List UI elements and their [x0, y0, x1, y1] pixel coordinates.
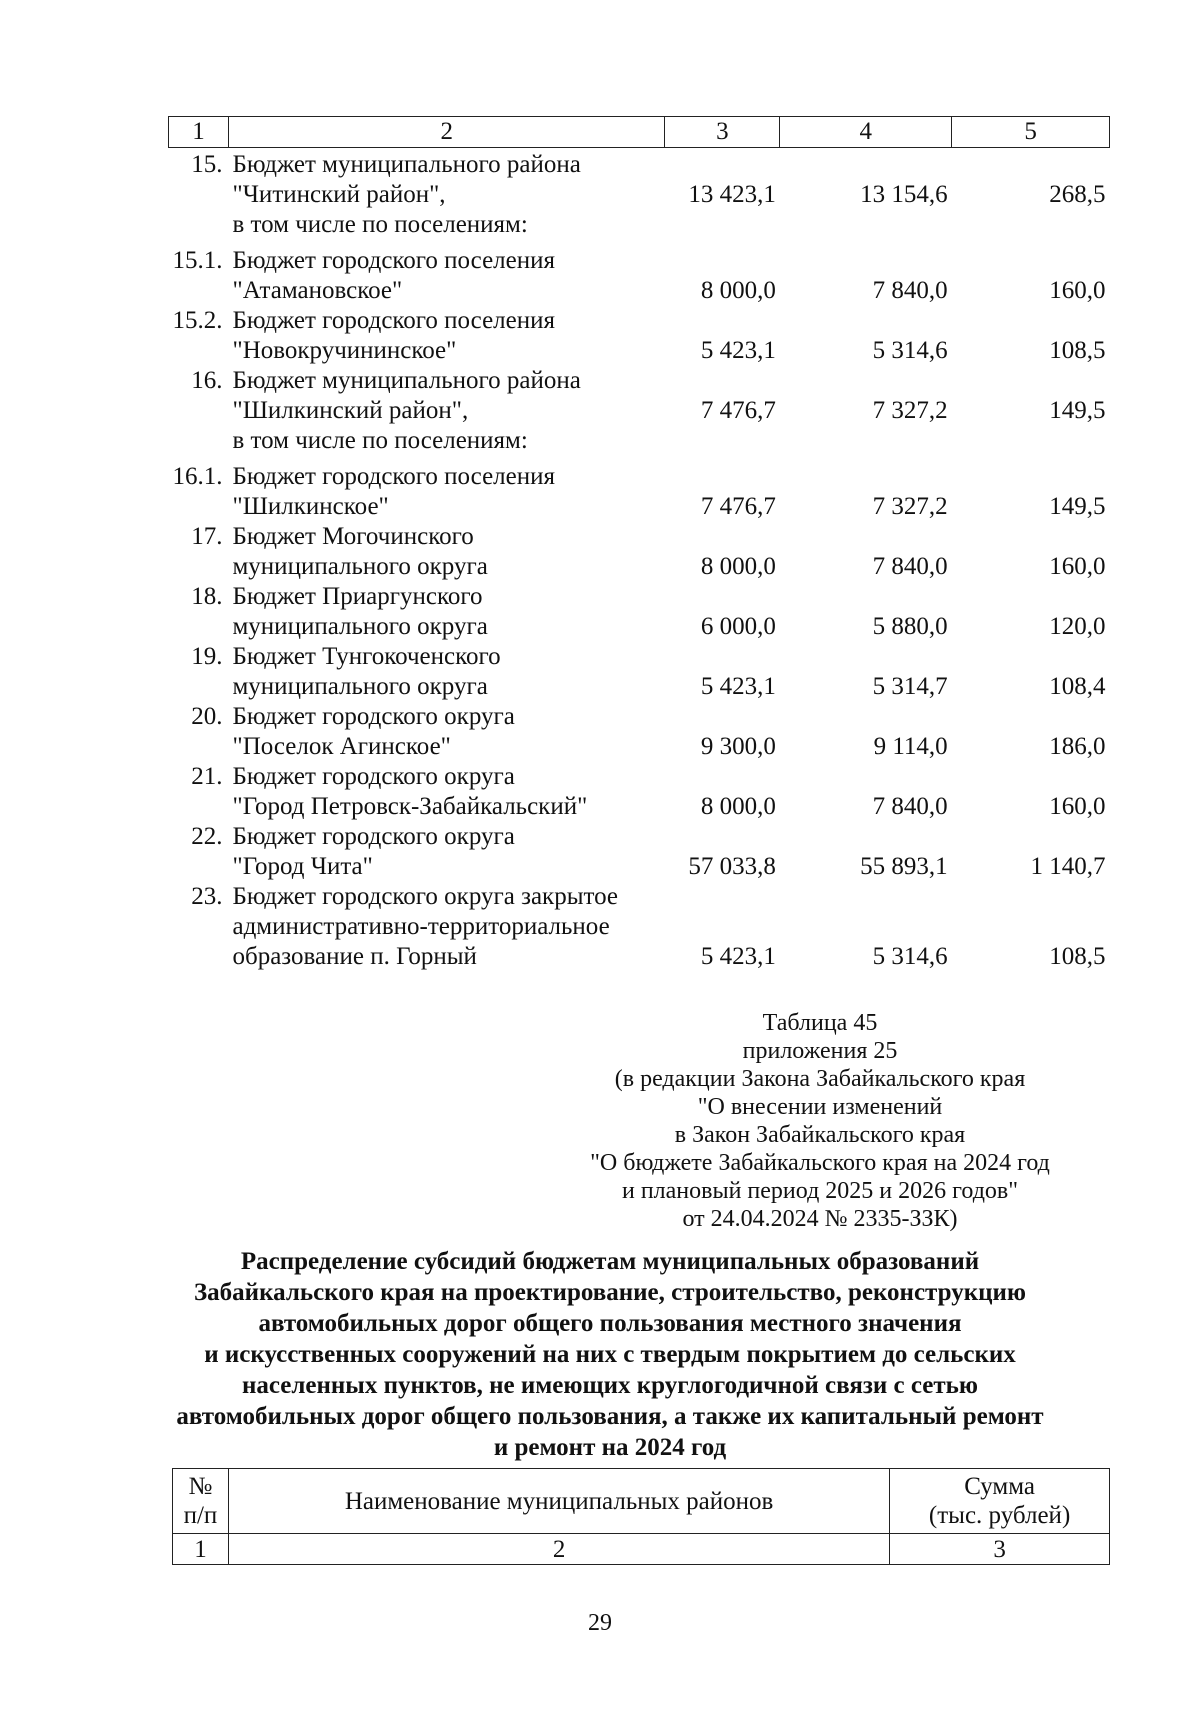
row-number: 15.1.: [172, 247, 223, 274]
cell-value: 149,5: [1049, 493, 1106, 520]
cell-value: 5 423,1: [700, 673, 776, 700]
cell-value: 160,0: [1049, 277, 1106, 304]
cell-value: 149,5: [1049, 397, 1106, 424]
row-name: Бюджет городского поселения "Новокручининское": [232, 307, 555, 364]
row-number: 16.: [191, 367, 223, 394]
subsidy-distribution-table: [172, 1468, 1110, 1565]
header-name: Наименование муниципальных районов: [228, 1469, 889, 1534]
row-name: Бюджет городского округа закрытое административно-территориальное образование п. Горный: [232, 883, 618, 970]
cell-value: 8 000,0: [700, 553, 776, 580]
table-row: [169, 456, 1110, 522]
table-row: [169, 882, 1110, 972]
cell-value: 13 423,1: [688, 181, 776, 208]
cell-value: 7 476,7: [700, 397, 776, 424]
cell-value: 7 840,0: [872, 793, 948, 820]
cell-value: 108,4: [1049, 673, 1106, 700]
row-number: 15.: [191, 151, 223, 178]
section-title: Распределение субсидий бюджетам муниципальных образований Забайкальского края на проектирование, строительство, реконструкцию автомобильных дорог общего пользования местного значения и искусственных сооружений на них с твердым покрытием до сельских населенных пунктов, не имеющих круглогодичной связи с сетью автомобильных дорог общего пользования, а также их капитальный ремонт и ремонт на 2024 год: [176, 1248, 1044, 1461]
cell-value: 7 327,2: [872, 493, 948, 520]
row-number: 23.: [191, 883, 223, 910]
row-name: Бюджет Могочинского муниципального округа: [232, 523, 488, 580]
table-row: [169, 642, 1110, 702]
cell-value: 57 033,8: [688, 853, 776, 880]
row-name: Бюджет городского округа "Город Чита": [232, 823, 515, 880]
cell-value: 108,5: [1049, 943, 1106, 970]
cell-value: 6 000,0: [700, 613, 776, 640]
row-number: 18.: [191, 583, 223, 610]
column-number-row: [173, 1534, 1110, 1565]
cell-value: 5 423,1: [700, 943, 776, 970]
cell-value: 5 314,6: [872, 337, 948, 364]
cell-value: 7 840,0: [872, 277, 948, 304]
row-name: Бюджет городского округа "Поселок Агинское": [232, 703, 515, 760]
row-name: Бюджет Приаргунского муниципального округа: [232, 583, 488, 640]
column-number: 1: [173, 1534, 229, 1565]
table-row: [169, 702, 1110, 762]
cell-value: 13 154,6: [860, 181, 948, 208]
table-row: [169, 240, 1110, 306]
row-name: Бюджет городского поселения "Атамановское": [232, 247, 555, 304]
cell-value: 7 327,2: [872, 397, 948, 424]
cell-value: 186,0: [1049, 733, 1106, 760]
table-caption: Таблица 45 приложения 25 (в редакции Закона Забайкальского края "О внесении изменений в Закон Забайкальского края "О бюджете Забайкальского края на 2024 год и плановый период 2025 и 2026 годов" от 24.04.2024 № 2335-ЗЗК): [590, 1010, 1050, 1232]
row-number: 21.: [191, 763, 223, 790]
row-number: 20.: [191, 703, 223, 730]
cell-value: 7 840,0: [872, 553, 948, 580]
table-row: [169, 582, 1110, 642]
cell-value: 120,0: [1049, 613, 1106, 640]
cell-value: 160,0: [1049, 553, 1106, 580]
subsidy-table-continuation: [168, 116, 1110, 972]
row-name: Бюджет городского поселения "Шилкинское": [232, 463, 555, 520]
column-number: 1: [169, 117, 229, 148]
table-row: [169, 822, 1110, 882]
row-number: 15.2.: [172, 307, 223, 334]
page-number: 29: [588, 1610, 612, 1636]
column-number: 5: [952, 117, 1110, 148]
cell-value: 8 000,0: [700, 793, 776, 820]
column-number: 3: [890, 1534, 1110, 1565]
table-row: [169, 366, 1110, 456]
row-name: Бюджет муниципального района "Шилкинский район", в том числе по поселениям:: [232, 367, 581, 454]
row-name: Бюджет Тунгокоченского муниципального округа: [232, 643, 501, 700]
cell-value: 5 423,1: [700, 337, 776, 364]
cell-value: 108,5: [1049, 337, 1106, 364]
table-row: [169, 522, 1110, 582]
table-row: [169, 762, 1110, 822]
cell-value: 5 314,7: [872, 673, 948, 700]
cell-value: 8 000,0: [700, 277, 776, 304]
cell-value: 268,5: [1049, 181, 1106, 208]
column-number-row: [169, 117, 1110, 148]
cell-value: 7 476,7: [700, 493, 776, 520]
row-name: Бюджет муниципального района "Читинский район", в том числе по поселениям:: [232, 151, 581, 238]
cell-value: 160,0: [1049, 793, 1106, 820]
cell-value: 1 140,7: [1030, 853, 1106, 880]
row-name: Бюджет городского округа "Город Петровск-Забайкальский": [232, 763, 588, 820]
row-number: 22.: [191, 823, 223, 850]
header-number: № п/п: [173, 1469, 229, 1534]
cell-value: 55 893,1: [860, 853, 948, 880]
row-number: 16.1.: [172, 463, 223, 490]
row-number: 19.: [191, 643, 223, 670]
cell-value: 5 314,6: [872, 943, 948, 970]
table-row: [169, 306, 1110, 366]
table-header-row: [173, 1469, 1110, 1534]
header-sum: Сумма (тыс. рублей): [890, 1469, 1110, 1534]
table-row: [169, 148, 1110, 241]
column-number: 2: [228, 1534, 889, 1565]
cell-value: 9 300,0: [700, 733, 776, 760]
row-number: 17.: [191, 523, 223, 550]
cell-value: 9 114,0: [873, 733, 948, 760]
column-number: 3: [665, 117, 780, 148]
cell-value: 5 880,0: [872, 613, 948, 640]
column-number: 4: [780, 117, 952, 148]
column-number: 2: [228, 117, 664, 148]
